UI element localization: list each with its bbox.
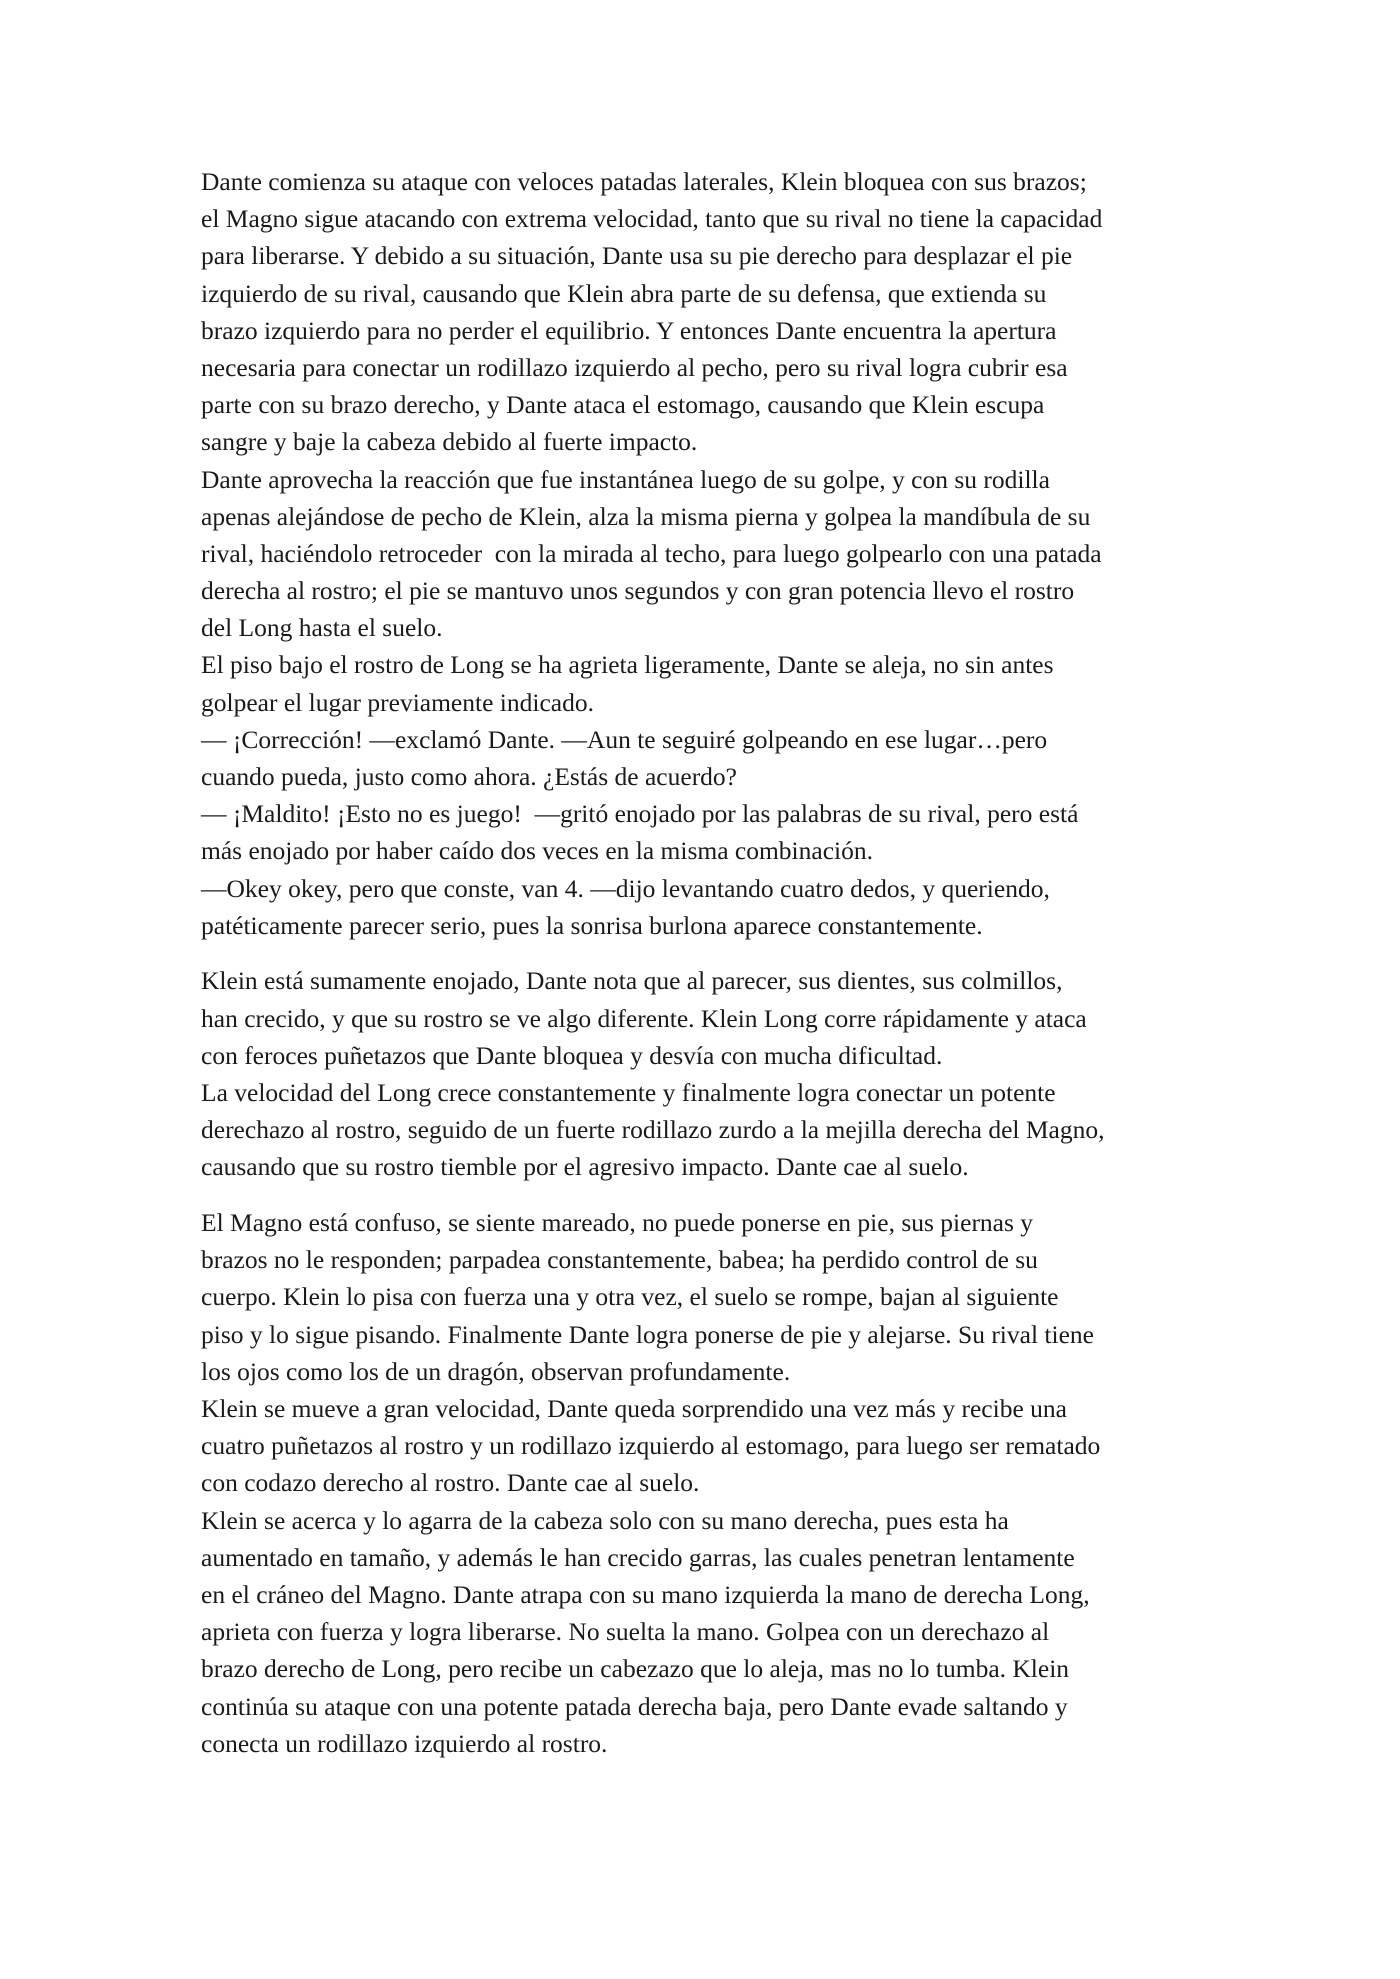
paragraph [201, 870, 1211, 944]
text-line: brazos no le responden; parpadea constantemente, babea; ha perdido control de su [201, 1245, 1038, 1275]
paragraph [201, 646, 1211, 720]
text-line: los ojos como los de un dragón, observan profundamente. [201, 1356, 791, 1386]
text-line: aumentado en tamaño, y además le han crecido garras, las cuales penetran lentamente [201, 1542, 1075, 1572]
paragraph [201, 1502, 1211, 1762]
paragraph [201, 1204, 1211, 1390]
text-line: del Long hasta el suelo. [201, 613, 443, 643]
paragraph [201, 721, 1211, 795]
paragraph-spacer [201, 1186, 1211, 1205]
paragraph [201, 1074, 1211, 1186]
text-line: brazo derecho de Long, pero recibe un cabezazo que lo aleja, mas no lo tumba. Klein [201, 1654, 1070, 1684]
text-line: más enojado por haber caído dos veces en la misma combinación. [201, 836, 873, 866]
paragraph [201, 795, 1211, 869]
text-line: La velocidad del Long crece constantemente y finalmente logra conectar un potente [201, 1078, 1056, 1107]
text-line: cuerpo. Klein lo pisa con fuerza una y otra vez, el suelo se rompe, bajan al siguiente [201, 1282, 1059, 1312]
text-line: parte con su brazo derecho, y Dante ataca el estomago, causando que Klein escupa [201, 390, 1045, 420]
text-line: brazo izquierdo para no perder el equilibrio. Y entonces Dante encuentra la apertura [201, 315, 1057, 345]
text-line: piso y lo sigue pisando. Finalmente Dante logra ponerse de pie y alejarse. Su rival tiene [201, 1319, 1094, 1349]
text-line: derechazo al rostro, seguido de un fuerte rodillazo zurdo a la mejilla derecha del Magno, [201, 1115, 1105, 1145]
text-line: el Magno sigue atacando con extrema velocidad, tanto que su rival no tiene la capacidad [201, 204, 1103, 234]
paragraph [201, 1390, 1211, 1502]
text-line: patéticamente parecer serio, pues la sonrisa burlona aparece constantemente. [201, 910, 983, 940]
text-line: — ¡Corrección! —exclamó Dante. —Aun te seguiré golpeando en ese lugar…pero [201, 724, 1048, 754]
text-line: Klein se mueve a gran velocidad, Dante queda sorprendido una vez más y recibe una [201, 1394, 1067, 1423]
text-line: El Magno está confuso, se siente mareado, no puede ponerse en pie, sus piernas y [201, 1208, 1034, 1238]
paragraph [201, 461, 1211, 647]
text-line: izquierdo de su rival, causando que Klein abra parte de su defensa, que extienda su [201, 278, 1047, 308]
text-line: golpear el lugar previamente indicado. [201, 687, 594, 717]
text-line: para liberarse. Y debido a su situación, Dante usa su pie derecho para desplazar el pie [201, 241, 1073, 271]
text-line: Klein se acerca y lo agarra de la cabeza solo con su mano derecha, pues esta ha [201, 1505, 1009, 1535]
text-line: con codazo derecho al rostro. Dante cae al suelo. [201, 1468, 700, 1498]
paragraph-spacer [201, 944, 1211, 963]
text-line: causando que su rostro tiemble por el agresivo impacto. Dante cae al suelo. [201, 1152, 969, 1182]
text-line: —Okey okey, pero que conste, van 4. —dijo levantando cuatro dedos, y queriendo, [201, 873, 1050, 903]
text-line: derecha al rostro; el pie se mantuvo unos segundos y con gran potencia llevo el rostro [201, 576, 1075, 606]
text-line: en el cráneo del Magno. Dante atrapa con su mano izquierda la mano de derecha Long, [201, 1579, 1090, 1609]
text-line: con feroces puñetazos que Dante bloquea y desvía con mucha dificultad. [201, 1040, 943, 1070]
text-line: Dante comienza su ataque con veloces patadas laterales, Klein bloquea con sus brazos; [201, 167, 1087, 196]
text-line: cuatro puñetazos al rostro y un rodillazo izquierdo al estomago, para luego ser rematado [201, 1431, 1101, 1461]
document-body [201, 163, 1211, 1762]
text-line: — ¡Maldito! ¡Esto no es juego! —gritó enojado por las palabras de su rival, pero está [201, 799, 1079, 829]
text-line: cuando pueda, justo como ahora. ¿Estás de acuerdo? [201, 762, 737, 791]
text-line: necesaria para conectar un rodillazo izquierdo al pecho, pero su rival logra cubrir esa [201, 352, 1068, 382]
paragraph [201, 163, 1211, 461]
text-line: han crecido, y que su rostro se ve algo diferente. Klein Long corre rápidamente y ataca [201, 1003, 1087, 1033]
text-line: conecta un rodillazo izquierdo al rostro. [201, 1728, 608, 1758]
text-line: sangre y baje la cabeza debido al fuerte impacto. [201, 427, 698, 457]
text-line: Dante aprovecha la reacción que fue instantánea luego de su golpe, y con su rodilla [201, 464, 1050, 494]
text-line: rival, haciéndolo retroceder con la mirada al techo, para luego golpearlo con una patada [201, 538, 1102, 568]
text-line: apenas alejándose de pecho de Klein, alza la misma pierna y golpea la mandíbula de su [201, 501, 1091, 531]
paragraph [201, 962, 1211, 1074]
text-line: El piso bajo el rostro de Long se ha agrieta ligeramente, Dante se aleja, no sin antes [201, 650, 1054, 680]
text-line: Klein está sumamente enojado, Dante nota que al parecer, sus dientes, sus colmillos, [201, 966, 1063, 996]
text-line: aprieta con fuerza y logra liberarse. No suelta la mano. Golpea con un derechazo al [201, 1617, 1050, 1647]
text-line: continúa su ataque con una potente patada derecha baja, pero Dante evade saltando y [201, 1691, 1068, 1721]
